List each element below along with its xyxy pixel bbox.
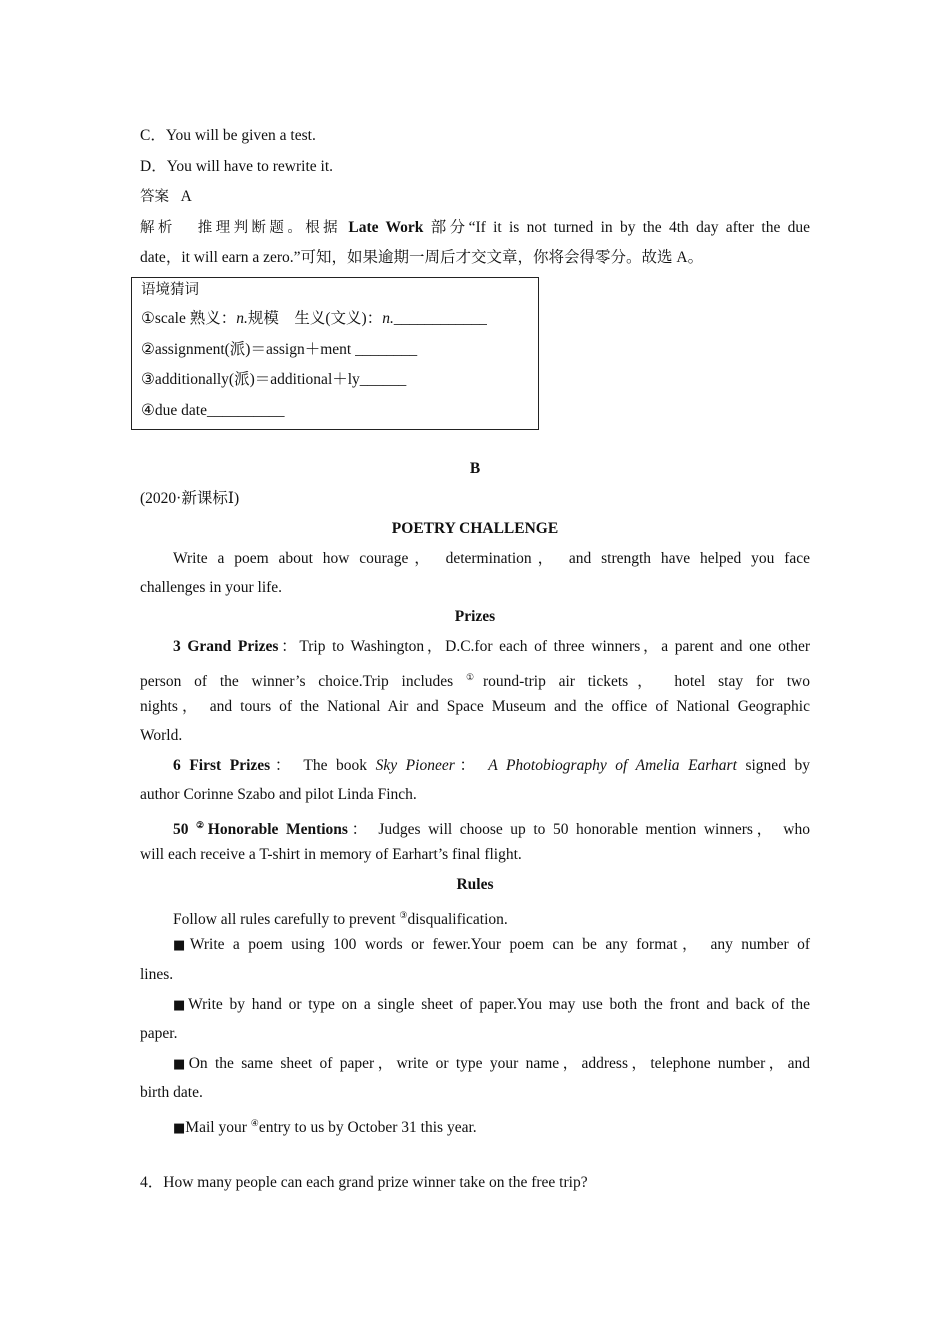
- grand-prize-label: 3 Grand Prizes: [173, 638, 279, 655]
- bullet-square-icon: ■: [173, 1057, 189, 1072]
- analysis-label: 解析: [140, 220, 176, 236]
- vocab-item-3: ③additionally(派)＝additional＋ly______: [141, 371, 407, 388]
- rules-heading: Rules: [456, 876, 494, 893]
- vocab-item-4: ④due date__________: [141, 402, 285, 419]
- vocab-title: 语境猜词: [141, 282, 199, 298]
- option-d: D．You will have to rewrite it.: [140, 158, 334, 175]
- section-source: (2020·新课标Ⅰ): [140, 490, 240, 507]
- honorable-label: Honorable Mentions: [207, 821, 348, 838]
- grand-prize-line-4: World.: [140, 727, 183, 744]
- intro-line-1: Write a poem about how courage， determination， and strength have helped you face: [173, 550, 810, 567]
- analysis-line-2: date，it will earn a zero.”可知，如果逾期一周后才交文章，你将会得零分。故选 A。: [140, 249, 704, 266]
- rule-4: ■Mail your ④entry to us by October 31 this year.: [173, 1118, 477, 1136]
- grand-prize-line-2: person of the winner’s choice.Trip includes ①round-trip air tickets， hotel stay for two: [140, 672, 810, 690]
- question-4: 4．How many people can each grand prize winner take on the free trip?: [140, 1174, 588, 1191]
- footnote-mark-3: ③: [399, 910, 408, 920]
- footnote-mark-2: ②: [196, 820, 208, 830]
- rules-intro: Follow all rules carefully to prevent ③disqualification.: [173, 910, 508, 928]
- prizes-heading: Prizes: [454, 608, 496, 625]
- bullet-square-icon: ■: [173, 1121, 186, 1136]
- analysis-text-b: 部分“If it is not turned in by the 4th day after the due: [430, 219, 811, 236]
- first-prize-line-2: author Corinne Szabo and pilot Linda Finch.: [140, 786, 417, 803]
- rule-1-line-1: ■Write a poem using 100 words or fewer.Your poem can be any format， any number of: [173, 936, 810, 953]
- answer-value: A: [180, 188, 192, 205]
- answer-label: 答案: [140, 189, 169, 205]
- vocab-guess-box: [131, 277, 539, 430]
- answer-line: [140, 187, 810, 207]
- footnote-mark-4: ④: [250, 1118, 259, 1128]
- grand-prize-line-1: 3 Grand Prizes：Trip to Washington，D.C.for each of three winners，a parent and one other: [173, 638, 810, 655]
- bullet-square-icon: ■: [173, 938, 190, 953]
- first-prize-line-1: 6 First Prizes： The book Sky Pioneer： A Photobiography of Amelia Earhart signed by: [173, 757, 811, 774]
- rule-2-line-1: ■Write by hand or type on a single sheet of paper.You may use both the front and back of the: [173, 996, 810, 1013]
- analysis-text-a: 推理判断题。根据: [197, 220, 342, 236]
- analysis-line-1: [140, 218, 810, 238]
- honorable-line-1: 50 ②Honorable Mentions： Judges will choose up to 50 honorable mention winners， who: [173, 820, 810, 838]
- bullet-square-icon: ■: [173, 998, 189, 1013]
- rule-3-line-1: ■On the same sheet of paper，write or type your name，address，telephone number，and: [173, 1055, 810, 1072]
- honorable-line-2: will each receive a T-shirt in memory of Earhart’s final flight.: [140, 846, 522, 863]
- section-letter: B: [469, 460, 481, 477]
- vocab-item-1: ①scale 熟义：n.规模 生义(文义)：n.____________: [141, 310, 487, 327]
- section-title: POETRY CHALLENGE: [391, 520, 559, 537]
- analysis-bold: Late Work: [348, 219, 424, 236]
- rule-1-line-2: lines.: [140, 966, 174, 983]
- vocab-item-2: ②assignment(派)＝assign＋ment ________: [141, 341, 418, 358]
- intro-line-2: challenges in your life.: [140, 579, 283, 596]
- footnote-mark-1: ①: [465, 672, 483, 682]
- first-prize-label: 6 First Prizes: [173, 757, 271, 774]
- option-c: C．You will be given a test.: [140, 127, 316, 144]
- grand-prize-line-3: nights， and tours of the National Air and Space Museum and the office of National Geographic: [140, 698, 810, 715]
- rule-2-line-2: paper.: [140, 1025, 178, 1042]
- rule-3-line-2: birth date.: [140, 1084, 203, 1101]
